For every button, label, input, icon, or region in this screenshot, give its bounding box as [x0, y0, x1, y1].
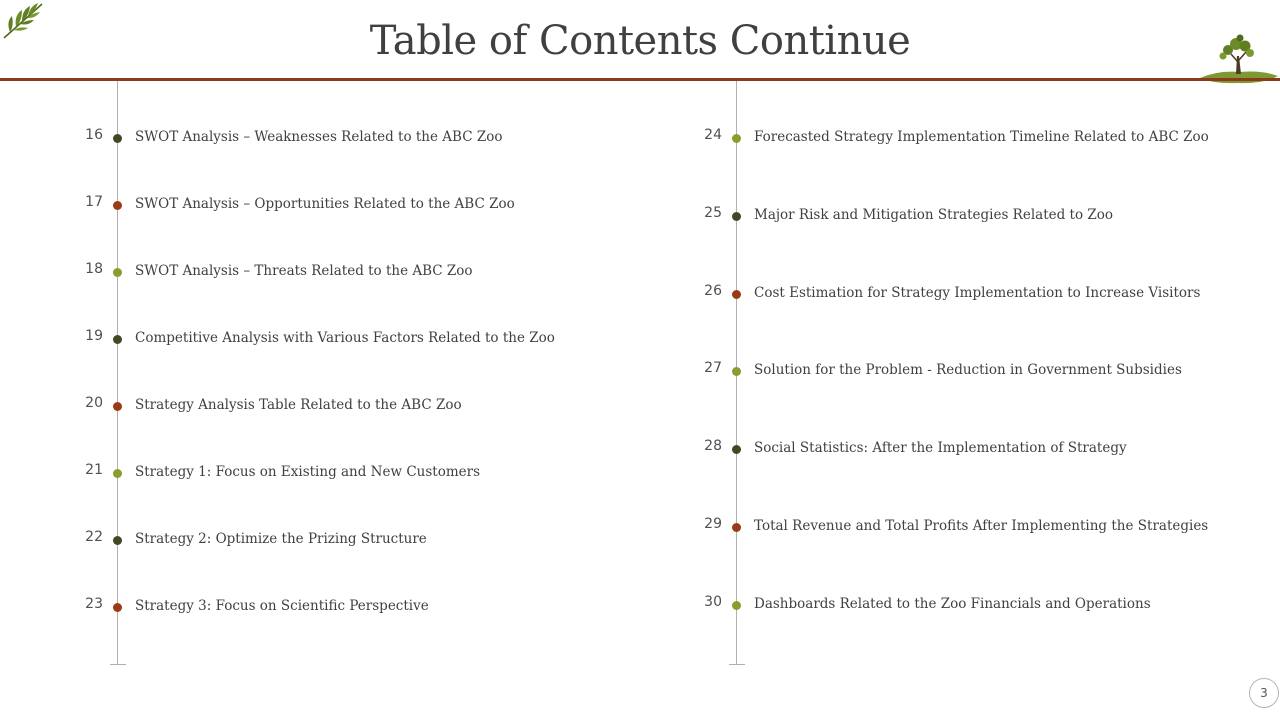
- toc-item-label: Competitive Analysis with Various Factors Related to the Zoo: [135, 330, 555, 346]
- toc-item-label: Dashboards Related to the Zoo Financials and Operations: [754, 595, 1151, 612]
- toc-item-label: Total Revenue and Total Profits After Implementing the Strategies: [754, 518, 1209, 534]
- toc-item-number: 24: [704, 127, 722, 143]
- toc-item-bullet: [732, 290, 741, 299]
- toc-item-number: 20: [85, 395, 103, 411]
- toc-item-bullet: [732, 212, 741, 221]
- toc-item: [0, 438, 1127, 469]
- toc-item-bullet: [113, 268, 122, 277]
- left-timeline-cap: [110, 664, 126, 665]
- toc-item-bullet: [732, 367, 741, 376]
- toc-item-bullet: [732, 134, 741, 143]
- toc-item-label: Strategy 2: Optimize the Prizing Structure: [135, 531, 427, 547]
- right-timeline-cap: [729, 664, 745, 665]
- toc-item-bullet: [113, 335, 122, 344]
- toc-item-bullet: [732, 601, 741, 610]
- toc-item-label: SWOT Analysis – Opportunities Related to the ABC Zoo: [135, 196, 515, 212]
- toc-item: [0, 395, 462, 426]
- toc-item-label: Cost Estimation for Strategy Implementation to Increase Visitors: [754, 284, 1201, 301]
- toc-item-bullet: [113, 402, 122, 411]
- toc-item-label: Strategy Analysis Table Related to the ABC Zoo: [135, 397, 462, 413]
- toc-item-number: 23: [85, 596, 103, 612]
- toc-item-number: 21: [85, 462, 103, 478]
- toc-item: [0, 462, 481, 493]
- toc-item-bullet: [113, 603, 122, 612]
- toc-item-number: 25: [704, 204, 722, 221]
- toc-item: [0, 282, 1201, 314]
- toc-item-bullet: [113, 201, 122, 210]
- page-title: Table of Contents Continue: [369, 18, 911, 64]
- toc-item-label: SWOT Analysis – Threats Related to the ABC Zoo: [135, 263, 473, 279]
- toc-item-label: Forecasted Strategy Implementation Timeline Related to ABC Zoo: [754, 129, 1209, 145]
- toc-item-number: 26: [704, 282, 722, 299]
- toc-item-bullet: [113, 134, 122, 143]
- toc-item-label: Strategy 3: Focus on Scientific Perspective: [135, 598, 429, 614]
- toc-item-label: Major Risk and Mitigation Strategies Related to Zoo: [754, 206, 1114, 223]
- toc-item-label: Social Statistics: After the Implementation of Strategy: [754, 440, 1127, 457]
- toc-item: [0, 261, 473, 292]
- header-divider: [0, 78, 1280, 81]
- page-number: 3: [1249, 678, 1279, 708]
- toc-item-number: 19: [85, 328, 103, 344]
- toc-item-number: 16: [85, 127, 103, 143]
- toc-item-number: 29: [704, 516, 722, 532]
- toc-item-bullet: [113, 469, 122, 478]
- toc-item-number: 30: [704, 593, 722, 610]
- toc-item-bullet: [113, 536, 122, 545]
- toc-item-bullet: [732, 445, 741, 454]
- toc-item: [0, 360, 1182, 391]
- toc-item-number: 28: [704, 438, 722, 455]
- toc-item-number: 17: [85, 194, 103, 210]
- left-timeline-line: [117, 81, 118, 664]
- toc-item-label: SWOT Analysis – Weaknesses Related to the ABC Zoo: [135, 129, 503, 145]
- toc-item: [0, 328, 555, 359]
- toc-item-number: 27: [704, 360, 722, 377]
- toc-item-label: Solution for the Problem - Reduction in Government Subsidies: [754, 362, 1182, 379]
- toc-item-label: Strategy 1: Focus on Existing and New Customers: [135, 464, 481, 480]
- toc-item-number: 18: [85, 261, 103, 277]
- toc-item-number: 22: [85, 529, 103, 545]
- toc-item-bullet: [732, 523, 741, 532]
